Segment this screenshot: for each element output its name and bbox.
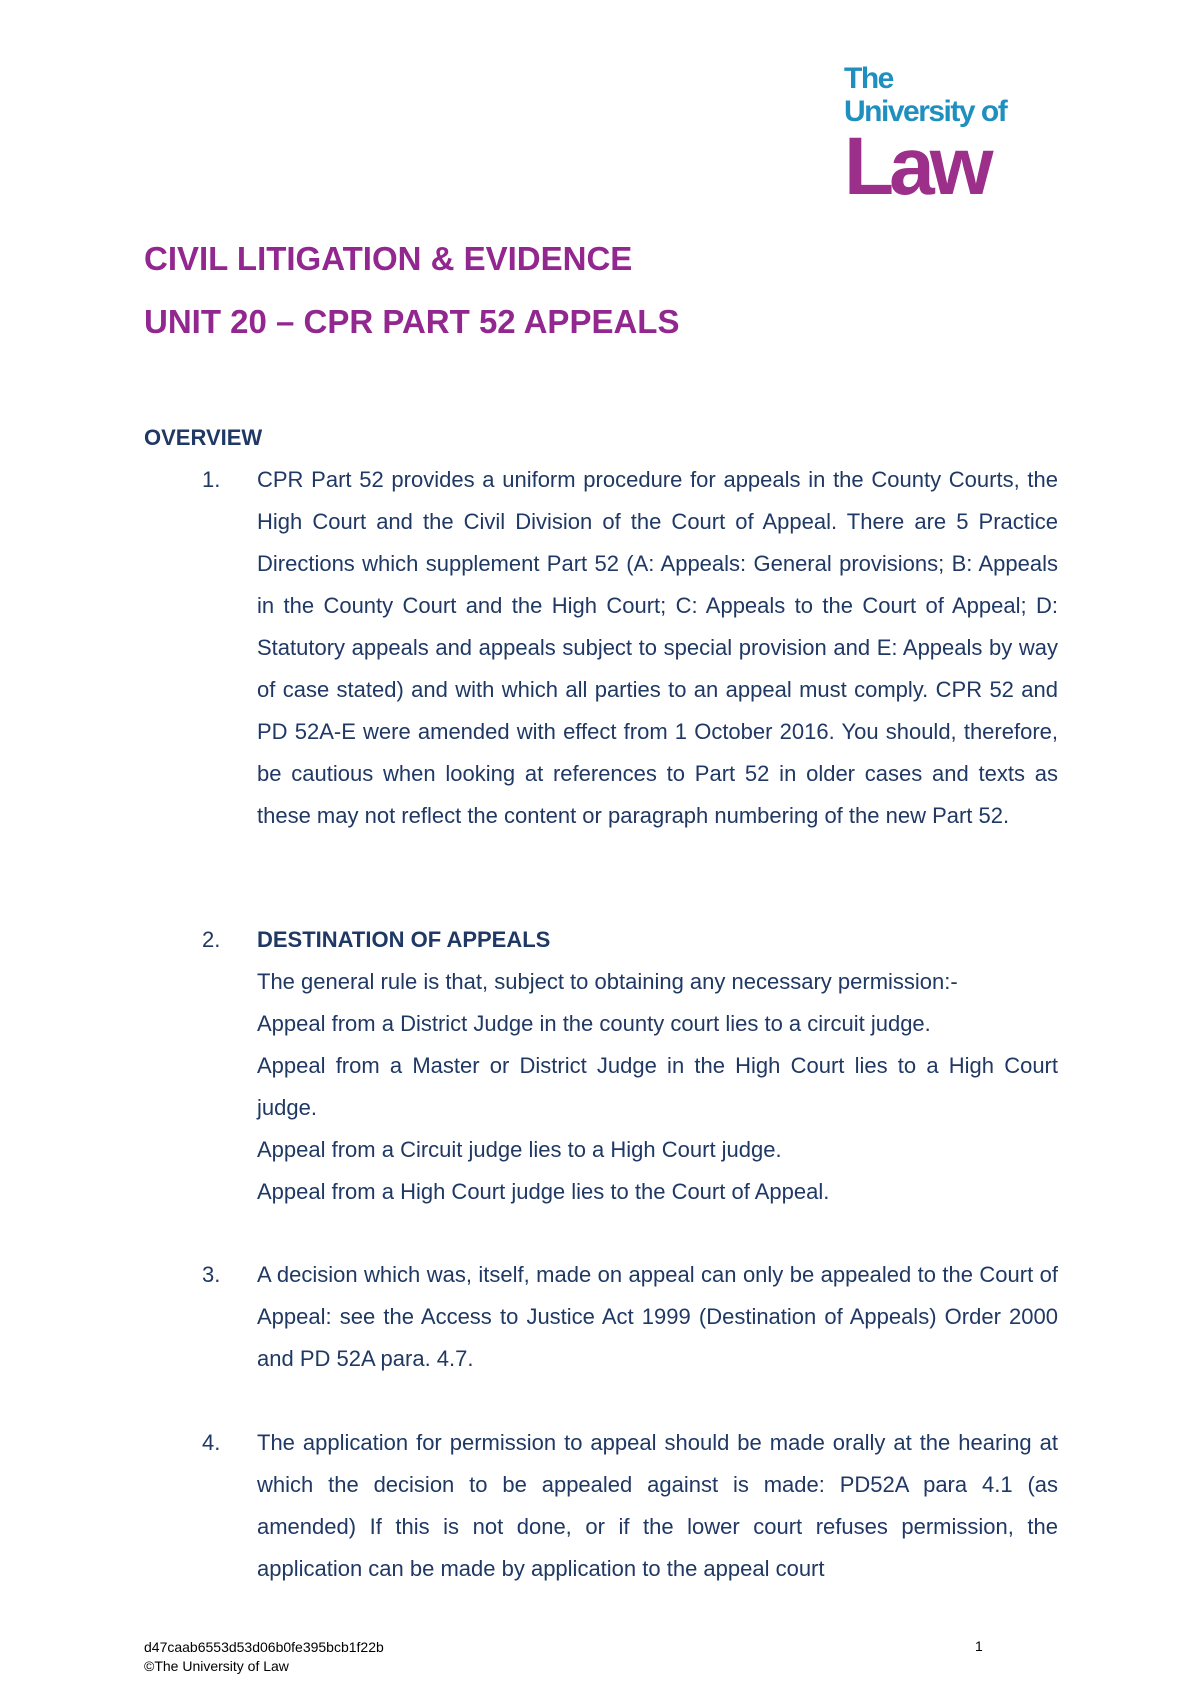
unit-title: UNIT 20 – CPR PART 52 APPEALS	[144, 303, 680, 340]
university-of-law-logo	[844, 62, 1034, 212]
list-item	[144, 1254, 1058, 1380]
logo-line-law: Law	[844, 121, 989, 212]
item-text: CPR Part 52 provides a uniform procedure for appeals in the County Courts, the High Court and the Civil Division of the Court of Appeal. There are 5 Practice Directions which supplement Part 52 (A: Appeals: General provisions; B: Appeals in the County Court and the High Court; C: Appeals to the Court of Appeal; D: Statutory appeals and appeals subject to special provision and E: Appeals by way of case stated) and with which all parties to an appeal must comply. CPR 52 and PD 52A-E were amended with effect from 1 October 2016. You should, therefore, be cautious when looking at references to Part 52 in older cases and texts as these may not reflect the content or paragraph numbering of the new Part 52.	[257, 467, 1058, 828]
item-text: A decision which was, itself, made on appeal can only be appealed to the Court of Appeal: see the Access to Justice Act 1999 (Destination of Appeals) Order 2000 and PD 52A para. 4.7.	[257, 1262, 1058, 1371]
page-number: 1	[975, 1638, 983, 1654]
copyright-notice: ©The University of Law	[144, 1658, 289, 1674]
item-number: 4.	[202, 1430, 221, 1455]
overview-heading: OVERVIEW	[144, 425, 263, 450]
destination-line: Appeal from a District Judge in the county court lies to a circuit judge.	[257, 1011, 931, 1036]
page-footer	[144, 1638, 384, 1676]
destination-line: Appeal from a High Court judge lies to the Court of Appeal.	[257, 1179, 830, 1204]
item-intro: The general rule is that, subject to obtaining any necessary permission:-	[257, 969, 958, 994]
logo-line-university: University of	[844, 95, 1007, 128]
item-text: The application for permission to appeal should be made orally at the hearing at which the decision to be appealed against is made: PD52A para 4.1 (as amended) If this is not done, or if the lower court refuses permission, the application can be made by application to the appeal court	[257, 1430, 1058, 1581]
list-item	[144, 1422, 1058, 1590]
course-title: CIVIL LITIGATION & EVIDENCE	[144, 240, 633, 277]
item-number: 2.	[202, 927, 221, 952]
logo-line-the: The	[844, 62, 893, 95]
section-heading: DESTINATION OF APPEALS	[257, 927, 551, 952]
item-number: 1.	[202, 467, 221, 492]
destination-line: Appeal from a Circuit judge lies to a High Court judge.	[257, 1137, 782, 1162]
list-item	[144, 919, 1058, 1213]
destination-line: Appeal from a Master or District Judge in the High Court lies to a High Court judge.	[257, 1053, 1058, 1120]
list-item	[144, 459, 1058, 837]
document-id: d47caab6553d53d06b0fe395bcb1f22b	[144, 1639, 384, 1655]
item-number: 3.	[202, 1262, 221, 1287]
